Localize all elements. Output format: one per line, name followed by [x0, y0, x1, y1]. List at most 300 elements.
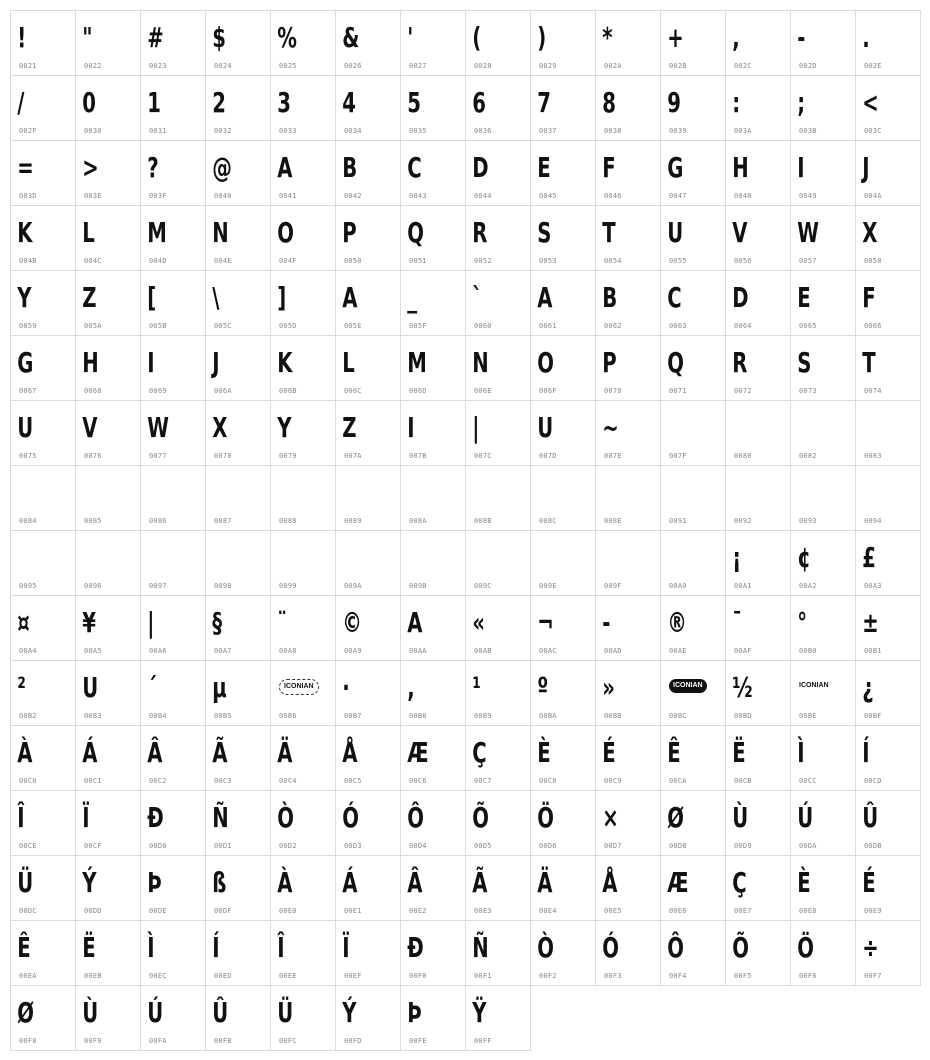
- glyph-codepoint: 0038: [604, 127, 622, 135]
- glyph-cell: [530, 335, 596, 401]
- glyph-sample: Ü: [17, 866, 34, 899]
- glyph-cell: [855, 530, 921, 596]
- glyph-cell: [725, 595, 791, 661]
- glyph-cell: [335, 660, 401, 726]
- glyph-sample: Ê: [667, 736, 681, 769]
- glyph-codepoint: 0084: [19, 517, 37, 525]
- glyph-cell: [335, 855, 401, 921]
- glyph-sample: Ð: [407, 931, 424, 964]
- glyph-sample: Þ: [407, 996, 422, 1029]
- glyph-codepoint: 00BB: [604, 712, 622, 720]
- glyph-sample: 7: [537, 86, 551, 119]
- glyph-cell: [725, 530, 791, 596]
- glyph-cell: [855, 400, 921, 466]
- glyph-sample: K: [277, 346, 293, 379]
- glyph-codepoint: 0096: [84, 582, 102, 590]
- glyph-sample: Ä: [537, 866, 553, 899]
- glyph-sample: L: [82, 216, 95, 249]
- glyph-codepoint: 00B3: [84, 712, 102, 720]
- glyph-sample: [: [147, 281, 157, 314]
- glyph-codepoint: 00D9: [734, 842, 752, 850]
- glyph-codepoint: 0089: [344, 517, 362, 525]
- glyph-cell: [75, 595, 141, 661]
- glyph-codepoint: 0075: [19, 452, 37, 460]
- glyph-codepoint: 0069: [149, 387, 167, 395]
- glyph-sample: Á: [82, 736, 98, 769]
- glyph-codepoint: 00FA: [149, 1037, 167, 1045]
- glyph-cell: [855, 920, 921, 986]
- glyph-sample: K: [17, 216, 33, 249]
- glyph-cell: [790, 75, 856, 141]
- glyph-codepoint: 00A2: [799, 582, 817, 590]
- glyph-codepoint: 0023: [149, 62, 167, 70]
- glyph-cell: [205, 10, 271, 76]
- glyph-cell: [75, 465, 141, 531]
- glyph-codepoint: 0076: [84, 452, 102, 460]
- glyph-cell: [400, 920, 466, 986]
- glyph-codepoint: 0041: [279, 192, 297, 200]
- glyph-cell: [400, 530, 466, 596]
- glyph-cell: [10, 530, 76, 596]
- glyph-cell: [790, 270, 856, 336]
- glyph-cell: [270, 725, 336, 791]
- glyph-sample: ©: [342, 606, 362, 639]
- glyph-codepoint: 0062: [604, 322, 622, 330]
- glyph-sample: F: [602, 151, 616, 184]
- glyph-sample: A: [537, 281, 553, 314]
- glyph-codepoint: 0030: [84, 127, 102, 135]
- glyph-codepoint: 0054: [604, 257, 622, 265]
- glyph-sample: 4: [342, 86, 356, 119]
- glyph-cell: [75, 270, 141, 336]
- glyph-sample: +: [667, 21, 684, 54]
- glyph-codepoint: 004D: [149, 257, 167, 265]
- glyph-cell: [725, 335, 791, 401]
- glyph-sample: Ì: [797, 736, 805, 769]
- glyph-cell: [335, 595, 401, 661]
- glyph-sample: Ý: [82, 866, 97, 899]
- glyph-cell: [270, 790, 336, 856]
- glyph-codepoint: 00BE: [799, 712, 817, 720]
- glyph-codepoint: 0086: [149, 517, 167, 525]
- glyph-sample: Î: [277, 931, 285, 964]
- glyph-codepoint: 00F8: [19, 1037, 37, 1045]
- glyph-codepoint: 006C: [344, 387, 362, 395]
- glyph-sample: ²: [17, 671, 26, 704]
- glyph-codepoint: 0088: [279, 517, 297, 525]
- glyph-sample: N: [212, 216, 229, 249]
- glyph-codepoint: 0042: [344, 192, 362, 200]
- glyph-sample: V: [82, 411, 98, 444]
- glyph-cell: [205, 465, 271, 531]
- glyph-codepoint: 00E2: [409, 907, 427, 915]
- glyph-cell: [725, 205, 791, 271]
- glyph-codepoint: 00EA: [19, 972, 37, 980]
- glyph-codepoint: 0027: [409, 62, 427, 70]
- glyph-cell: [10, 205, 76, 271]
- glyph-cell: [140, 140, 206, 206]
- glyph-codepoint: 009F: [604, 582, 622, 590]
- glyph-cell: [465, 270, 531, 336]
- glyph-cell: [530, 920, 596, 986]
- glyph-sample: %: [277, 21, 297, 54]
- glyph-codepoint: 007E: [604, 452, 622, 460]
- glyph-codepoint: 00D0: [149, 842, 167, 850]
- glyph-codepoint: 0073: [799, 387, 817, 395]
- glyph-codepoint: 008C: [539, 517, 557, 525]
- glyph-sample: µ: [212, 671, 227, 704]
- glyph-cell: [855, 660, 921, 726]
- glyph-cell: [465, 400, 531, 466]
- glyph-cell: [595, 790, 661, 856]
- glyph-sample: ½: [732, 671, 753, 704]
- glyph-sample: È: [797, 866, 811, 899]
- glyph-sample: Á: [342, 866, 358, 899]
- glyph-cell: [725, 725, 791, 791]
- glyph-sample: C: [667, 281, 682, 314]
- glyph-cell: [595, 400, 661, 466]
- glyph-cell: [465, 660, 531, 726]
- glyph-codepoint: 0044: [474, 192, 492, 200]
- glyph-codepoint: 00B4: [149, 712, 167, 720]
- glyph-cell: [855, 855, 921, 921]
- glyph-cell: [530, 205, 596, 271]
- glyph-codepoint: 00A0: [669, 582, 687, 590]
- glyph-cell: [725, 855, 791, 921]
- glyph-cell: [660, 10, 726, 76]
- glyph-cell: [270, 855, 336, 921]
- glyph-cell: [270, 920, 336, 986]
- glyph-codepoint: 00CE: [19, 842, 37, 850]
- glyph-cell: [595, 660, 661, 726]
- glyph-sample: `: [472, 281, 483, 314]
- glyph-sample: O: [537, 346, 554, 379]
- glyph-sample: Ñ: [212, 801, 229, 834]
- glyph-sample: Ë: [82, 931, 96, 964]
- glyph-codepoint: 00DA: [799, 842, 817, 850]
- glyph-sample: E: [537, 151, 551, 184]
- glyph-cell: [660, 270, 726, 336]
- glyph-codepoint: 0080: [734, 452, 752, 460]
- glyph-cell: [140, 465, 206, 531]
- glyph-codepoint: 003A: [734, 127, 752, 135]
- glyph-sample: W: [797, 216, 819, 249]
- glyph-sample: M: [407, 346, 427, 379]
- glyph-cell: [75, 985, 141, 1051]
- glyph-cell: [270, 400, 336, 466]
- glyph-cell: [400, 205, 466, 271]
- glyph-cell: [530, 790, 596, 856]
- glyph-cell: [140, 660, 206, 726]
- glyph-sample: Â: [407, 866, 423, 899]
- glyph-codepoint: 00B8: [409, 712, 427, 720]
- glyph-codepoint: 006F: [539, 387, 557, 395]
- iconian-logo-badge: ICONIAN: [799, 682, 829, 689]
- glyph-cell: [205, 595, 271, 661]
- glyph-sample: P: [342, 216, 357, 249]
- glyph-codepoint: 008E: [604, 517, 622, 525]
- glyph-cell: [75, 855, 141, 921]
- glyph-cell: [530, 530, 596, 596]
- glyph-codepoint: 0083: [864, 452, 882, 460]
- glyph-sample: 0: [82, 86, 96, 119]
- glyph-cell: [205, 855, 271, 921]
- glyph-codepoint: 007B: [409, 452, 427, 460]
- glyph-sample: L: [342, 346, 355, 379]
- glyph-codepoint: 00FB: [214, 1037, 232, 1045]
- glyph-cell: [855, 140, 921, 206]
- glyph-sample: G: [17, 346, 34, 379]
- glyph-cell: [400, 400, 466, 466]
- glyph-codepoint: 0065: [799, 322, 817, 330]
- glyph-sample: U: [82, 671, 99, 704]
- glyph-sample: Ò: [537, 931, 554, 964]
- glyph-codepoint: 00D7: [604, 842, 622, 850]
- glyph-cell: [10, 790, 76, 856]
- glyph-codepoint: 00D4: [409, 842, 427, 850]
- glyph-cell: [595, 335, 661, 401]
- glyph-sample: ': [407, 21, 414, 54]
- glyph-codepoint: 00DF: [214, 907, 232, 915]
- glyph-cell: [335, 270, 401, 336]
- glyph-cell: [335, 790, 401, 856]
- glyph-codepoint: 0025: [279, 62, 297, 70]
- glyph-cell: [140, 270, 206, 336]
- glyph-codepoint: 002E: [864, 62, 882, 70]
- glyph-codepoint: 00CB: [734, 777, 752, 785]
- glyph-cell: [140, 400, 206, 466]
- glyph-sample: ´: [147, 671, 158, 704]
- glyph-codepoint: 003E: [84, 192, 102, 200]
- glyph-codepoint: 0094: [864, 517, 882, 525]
- glyph-sample: ?: [147, 151, 159, 184]
- glyph-cell: [205, 725, 271, 791]
- glyph-cell: [465, 530, 531, 596]
- glyph-codepoint: 0057: [799, 257, 817, 265]
- glyph-codepoint: 003B: [799, 127, 817, 135]
- glyph-codepoint: 00D3: [344, 842, 362, 850]
- glyph-cell: [660, 530, 726, 596]
- glyph-codepoint: 0046: [604, 192, 622, 200]
- glyph-cell: [530, 10, 596, 76]
- glyph-sample: T: [602, 216, 616, 249]
- glyph-cell: [660, 790, 726, 856]
- glyph-sample: ¨: [277, 606, 288, 639]
- glyph-sample: Q: [667, 346, 684, 379]
- glyph-codepoint: 0092: [734, 517, 752, 525]
- glyph-codepoint: 0032: [214, 127, 232, 135]
- glyph-sample: $: [212, 21, 226, 54]
- glyph-sample: I: [797, 151, 805, 184]
- glyph-cell: [595, 530, 661, 596]
- glyph-sample: N: [472, 346, 489, 379]
- glyph-cell: [75, 10, 141, 76]
- glyph-sample: I: [407, 411, 415, 444]
- glyph-codepoint: 00A8: [279, 647, 297, 655]
- glyph-codepoint: 00C2: [149, 777, 167, 785]
- glyph-codepoint: 0071: [669, 387, 687, 395]
- glyph-codepoint: 00C7: [474, 777, 492, 785]
- glyph-sample: ×: [602, 801, 619, 834]
- glyph-sample: .: [862, 21, 870, 54]
- glyph-cell: [530, 75, 596, 141]
- glyph-codepoint: 0047: [669, 192, 687, 200]
- glyph-codepoint: 00CD: [864, 777, 882, 785]
- glyph-codepoint: 00F2: [539, 972, 557, 980]
- glyph-sample: Ï: [82, 801, 90, 834]
- glyph-codepoint: 0067: [19, 387, 37, 395]
- glyph-codepoint: 0074: [864, 387, 882, 395]
- glyph-cell: [205, 335, 271, 401]
- glyph-codepoint: 00DE: [149, 907, 167, 915]
- glyph-sample: ": [82, 21, 93, 54]
- glyph-codepoint: 0064: [734, 322, 752, 330]
- glyph-codepoint: 00A6: [149, 647, 167, 655]
- glyph-sample: ]: [277, 281, 287, 314]
- glyph-codepoint: 00F3: [604, 972, 622, 980]
- glyph-cell: [75, 205, 141, 271]
- glyph-sample: Û: [212, 996, 229, 1029]
- glyph-cell: [530, 660, 596, 726]
- glyph-codepoint: 0028: [474, 62, 492, 70]
- glyph-codepoint: 0063: [669, 322, 687, 330]
- glyph-cell: [205, 790, 271, 856]
- glyph-cell: [140, 985, 206, 1051]
- glyph-sample: Ë: [732, 736, 746, 769]
- glyph-codepoint: 002B: [669, 62, 687, 70]
- glyph-sample: #: [147, 21, 164, 54]
- glyph-cell: [400, 465, 466, 531]
- glyph-codepoint: 0043: [409, 192, 427, 200]
- glyph-codepoint: 0079: [279, 452, 297, 460]
- glyph-cell: [660, 400, 726, 466]
- glyph-sample: ®: [667, 606, 687, 639]
- glyph-sample: »: [602, 671, 615, 704]
- glyph-codepoint: 0052: [474, 257, 492, 265]
- glyph-codepoint: 00D8: [669, 842, 687, 850]
- glyph-codepoint: 00FE: [409, 1037, 427, 1045]
- glyph-sample: ¡: [732, 541, 742, 574]
- glyph-sample: Ü: [277, 996, 294, 1029]
- glyph-codepoint: 00E6: [669, 907, 687, 915]
- glyph-codepoint: 00C3: [214, 777, 232, 785]
- glyph-codepoint: 0087: [214, 517, 232, 525]
- glyph-codepoint: 00C1: [84, 777, 102, 785]
- glyph-codepoint: 0060: [474, 322, 492, 330]
- glyph-cell: [400, 790, 466, 856]
- glyph-sample: R: [472, 216, 488, 249]
- glyph-cell: [660, 855, 726, 921]
- glyph-sample: 9: [667, 86, 681, 119]
- glyph-codepoint: 0082: [799, 452, 817, 460]
- glyph-sample: É: [602, 736, 616, 769]
- glyph-codepoint: 00A5: [84, 647, 102, 655]
- glyph-cell: [10, 465, 76, 531]
- glyph-codepoint: 00AE: [669, 647, 687, 655]
- glyph-sample: ,: [732, 21, 740, 54]
- glyph-codepoint: 007F: [669, 452, 687, 460]
- glyph-cell: [140, 75, 206, 141]
- glyph-codepoint: 00FF: [474, 1037, 492, 1045]
- glyph-sample: Q: [407, 216, 424, 249]
- glyph-codepoint: 0093: [799, 517, 817, 525]
- glyph-sample: ¯: [732, 606, 743, 639]
- glyph-cell: [790, 465, 856, 531]
- glyph-codepoint: 00B1: [864, 647, 882, 655]
- glyph-sample: ¹: [472, 671, 481, 704]
- glyph-codepoint: 0085: [84, 517, 102, 525]
- glyph-sample: :: [732, 86, 741, 119]
- glyph-sample: -: [797, 21, 806, 54]
- glyph-sample: Ì: [147, 931, 155, 964]
- glyph-cell: [855, 725, 921, 791]
- glyph-sample: Ò: [277, 801, 294, 834]
- glyph-cell: [75, 400, 141, 466]
- glyph-cell: [10, 140, 76, 206]
- glyph-cell: [75, 335, 141, 401]
- glyph-sample: 6: [472, 86, 486, 119]
- glyph-cell: [465, 985, 531, 1051]
- glyph-codepoint: 0098: [214, 582, 232, 590]
- glyph-codepoint: 0066: [864, 322, 882, 330]
- glyph-codepoint: 0050: [344, 257, 362, 265]
- glyph-sample: £: [862, 541, 876, 574]
- glyph-cell: [465, 790, 531, 856]
- glyph-cell: [725, 140, 791, 206]
- glyph-codepoint: 00D2: [279, 842, 297, 850]
- glyph-codepoint: 00B2: [19, 712, 37, 720]
- glyph-sample: J: [212, 346, 220, 379]
- glyph-codepoint: 0035: [409, 127, 427, 135]
- glyph-sample: ¢: [797, 541, 811, 574]
- glyph-codepoint: 008A: [409, 517, 427, 525]
- glyph-cell: [530, 270, 596, 336]
- glyph-sample: Î: [17, 801, 25, 834]
- glyph-cell: [790, 140, 856, 206]
- glyph-codepoint: 00F9: [84, 1037, 102, 1045]
- glyph-sample: ~: [602, 411, 619, 444]
- glyph-cell: [75, 790, 141, 856]
- glyph-sample: ¤: [17, 606, 30, 639]
- glyph-sample: Y: [17, 281, 32, 314]
- glyph-cell: [270, 595, 336, 661]
- glyph-sample: Ã: [472, 866, 488, 899]
- iconian-logo-badge: ICONIAN: [669, 679, 707, 693]
- glyph-cell: [400, 140, 466, 206]
- glyph-codepoint: 0036: [474, 127, 492, 135]
- glyph-sample: @: [212, 151, 232, 184]
- iconian-logo-badge: ICONIAN: [279, 679, 319, 695]
- glyph-cell: [10, 270, 76, 336]
- glyph-codepoint: 00F5: [734, 972, 752, 980]
- glyph-codepoint: 0045: [539, 192, 557, 200]
- glyph-codepoint: 00E7: [734, 907, 752, 915]
- glyph-codepoint: 00EB: [84, 972, 102, 980]
- glyph-cell: [465, 855, 531, 921]
- glyph-sample: Ó: [602, 931, 619, 964]
- glyph-sample: H: [82, 346, 99, 379]
- glyph-cell: [465, 595, 531, 661]
- glyph-cell: [10, 75, 76, 141]
- glyph-codepoint: 002D: [799, 62, 817, 70]
- glyph-sample: U: [17, 411, 34, 444]
- glyph-cell: [205, 140, 271, 206]
- glyph-sample: ¬: [537, 606, 554, 639]
- glyph-cell: [75, 660, 141, 726]
- glyph-cell: [725, 75, 791, 141]
- glyph-sample: M: [147, 216, 167, 249]
- glyph-cell: [205, 530, 271, 596]
